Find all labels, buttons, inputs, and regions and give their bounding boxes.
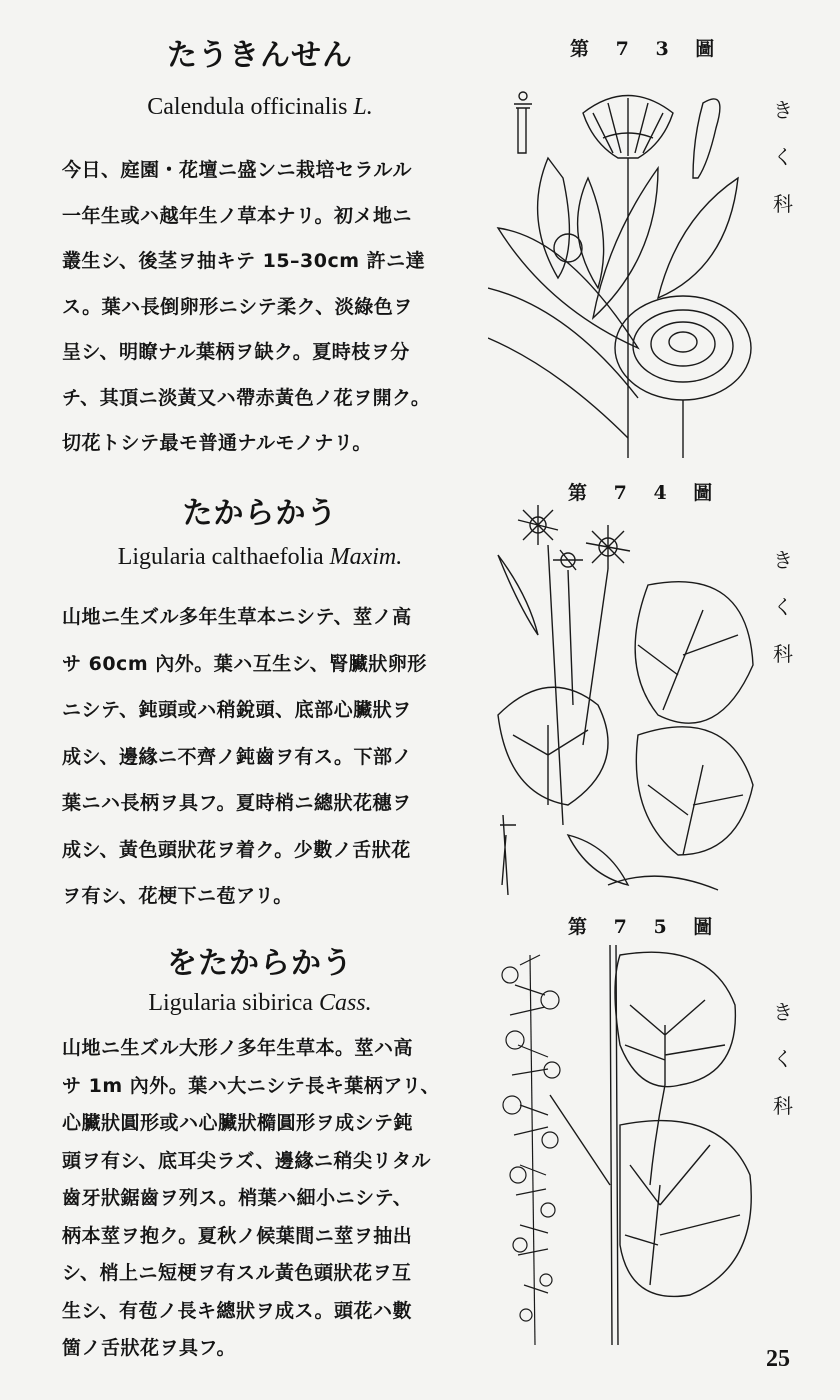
text-line: 叢生シ、後茎ヲ抽キテ 15–30cm 許ニ達 — [62, 250, 426, 272]
text-line: ニシテ、鈍頭或ハ稍銳頭、底部心臟狀ヲ — [62, 699, 412, 721]
text-line: 箇ノ舌狀花ヲ具フ。 — [62, 1337, 236, 1359]
entry-description — [62, 1030, 472, 1368]
text-line: 山地ニ生ズル多年生草本ニシテ、莖ノ高 — [62, 606, 412, 628]
text-line: 一年生或ハ越年生ノ草本ナリ。初メ地ニ — [62, 204, 413, 227]
family-char: く — [773, 145, 793, 169]
species-name: Calendula officinalis — [147, 94, 348, 120]
floret-detail-icon — [514, 92, 532, 153]
family-label — [768, 94, 798, 217]
text-line: サ 60cm 內外。葉ハ互生シ、腎臟狀卵形 — [62, 652, 427, 675]
author-citation: L. — [353, 94, 373, 120]
scientific-name — [0, 544, 520, 571]
text-line: 呈シ、明瞭ナル葉柄ヲ缺ク。夏時枝ヲ分 — [62, 341, 410, 363]
ligularia-sibirica-illustration — [490, 945, 765, 1345]
family-char: く — [773, 1047, 793, 1071]
family-char: 科 — [773, 192, 793, 216]
text-line: 頭ヲ有シ、底耳尖ラズ、邊緣ニ稍尖リタル — [62, 1149, 431, 1172]
author-citation: Cass. — [318, 990, 372, 1016]
text-line: 齒牙狀鋸齒ヲ列ス。梢葉ハ細小ニシテ、 — [62, 1187, 413, 1209]
text-line: チ、其頂ニ淡黃又ハ帶赤黃色ノ花ヲ開ク。 — [62, 386, 431, 409]
scientific-name — [0, 94, 520, 121]
entry-title: をたからかう — [167, 946, 353, 981]
entry-description — [62, 594, 472, 920]
species-name: Ligularia sibirica — [148, 990, 313, 1016]
family-char: く — [773, 595, 793, 619]
text-line: 葉ニハ長柄ヲ具フ。夏時梢ニ總狀花穗ヲ — [62, 792, 412, 814]
family-char: 科 — [773, 1094, 793, 1118]
text-line: サ 1m 內外。葉ハ大ニシテ長キ葉柄アリ、 — [62, 1074, 441, 1097]
figure-label: 第 7 3 圖 — [570, 38, 725, 60]
scientific-name — [0, 990, 520, 1017]
ligularia-calthaefolia-illustration — [488, 505, 763, 895]
text-line: ス。葉ハ長倒卵形ニシテ柔ク、淡綠色ヲ — [62, 295, 413, 318]
text-line: 切花トシテ最モ普通ナルモノナリ。 — [62, 432, 372, 454]
entry-title: たうきんせん — [167, 38, 353, 73]
family-char: き — [773, 548, 793, 572]
family-char: 科 — [773, 642, 793, 666]
text-line: ヲ有シ、花梗下ニ苞アリ。 — [62, 885, 293, 907]
text-line: 生シ、有苞ノ長キ總狀ヲ成ス。頭花ハ數 — [62, 1299, 413, 1322]
text-line: 山地ニ生ズル大形ノ多年生草本。莖ハ高 — [62, 1037, 414, 1059]
family-label — [768, 544, 798, 667]
figure-label: 第 7 5 圖 — [568, 916, 723, 938]
family-char: き — [773, 1000, 793, 1024]
text-line: 今日、庭園・花壇ニ盛ンニ栽培セラルル — [62, 159, 412, 181]
figure-label: 第 7 4 圖 — [568, 482, 723, 504]
entry-description — [62, 148, 472, 467]
text-line: 成シ、邊緣ニ不齊ノ鈍齒ヲ有ス。下部ノ — [62, 745, 413, 768]
text-line: シ、梢上ニ短梗ヲ有スル黃色頭狀花ヲ互 — [62, 1262, 412, 1284]
species-name: Ligularia calthaefolia — [117, 544, 324, 570]
author-citation: Maxim. — [329, 544, 403, 570]
family-label — [768, 996, 798, 1119]
text-line: 成シ、黃色頭狀花ヲ着ク。少數ノ舌狀花 — [62, 838, 411, 861]
page-number: 25 — [766, 1346, 790, 1372]
text-line: 心臟狀圓形或ハ心臟狀橢圓形ヲ成シテ鈍 — [62, 1112, 414, 1134]
family-char: き — [773, 98, 793, 122]
entry-title: たからかう — [182, 496, 338, 531]
calendula-illustration — [488, 68, 768, 458]
text-line: 柄本莖ヲ抱ク。夏秋ノ候葉間ニ莖ヲ抽出 — [62, 1224, 413, 1247]
